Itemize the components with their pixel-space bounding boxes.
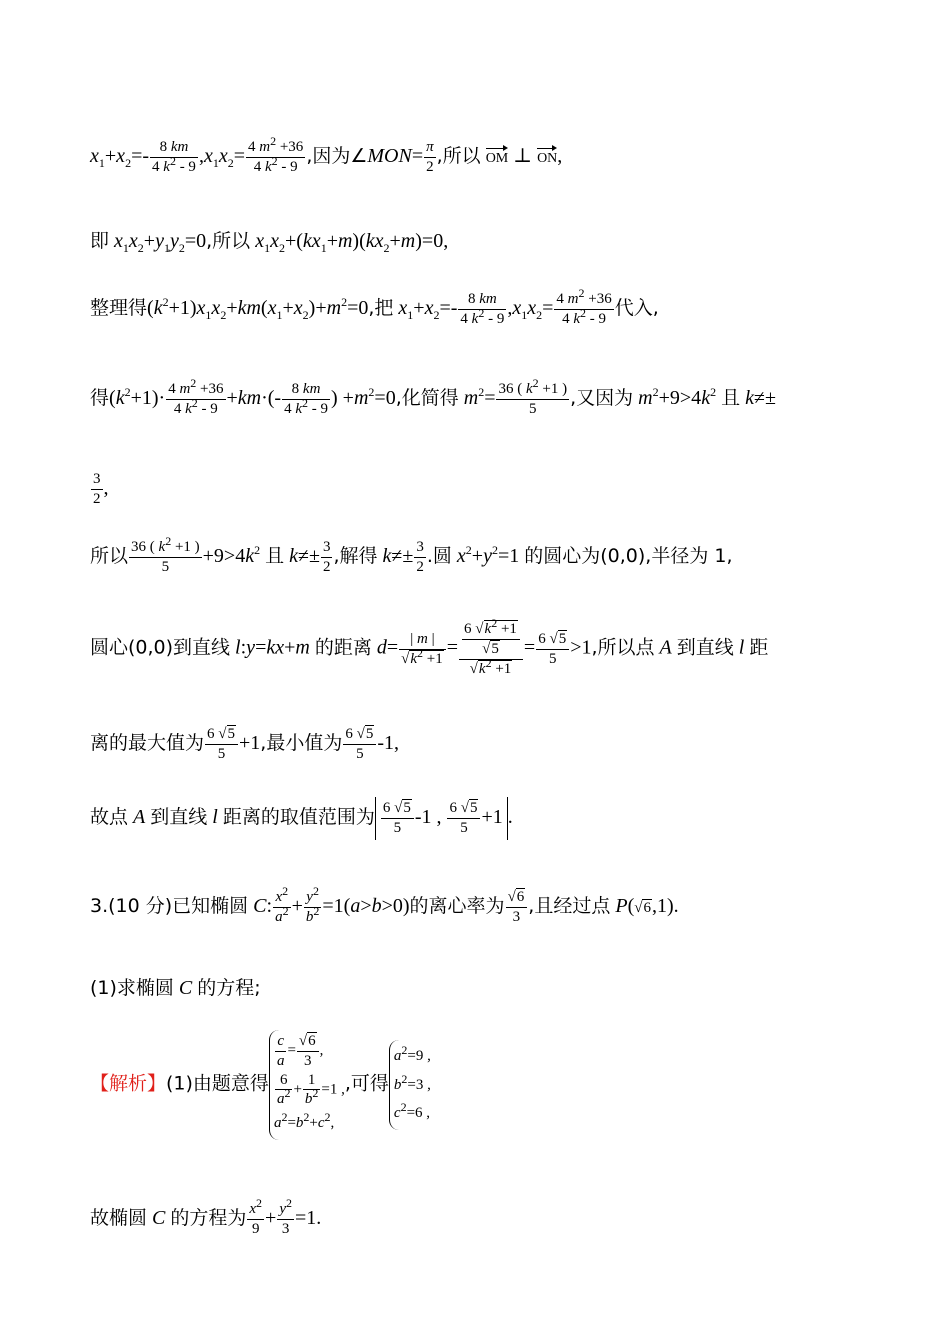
- system-2: $a^2=9$ , $b^2=3$ , $c^2=6$ ,: [389, 1040, 431, 1130]
- text-therefore-point: 故点: [90, 805, 129, 828]
- text-range: 距离的取值范围为: [222, 805, 375, 828]
- line-8: 离的最大值为 $\frac{6 √5}{5}$ +1,最小值为 $\frac{6 √5}{5}$ -1,: [90, 726, 399, 762]
- frac: $\frac{4 m^2 +36}{4 k^2 - 9}$: [168, 376, 224, 417]
- text-circle: .圆: [426, 544, 452, 567]
- text-max: 离的最大值为: [90, 731, 205, 754]
- text-therefore-ellipse: 故椭圆: [90, 1206, 148, 1229]
- text-simplify: 整理得: [90, 296, 148, 319]
- system-1: $\frac{c}{a}$ = $\frac{√6}{3}$ , $\frac{6}{a^2}$ + $\frac{1}{b^2}$ =1 , $a^2=b^2+c^2$,: [269, 1030, 345, 1140]
- text-so: ,所以: [436, 144, 481, 167]
- vector-om: OM: [486, 148, 509, 166]
- frac-4m2: $\frac{4 m^2 +36}{4 k^2 - 9}$: [248, 134, 304, 175]
- text-so-3: 所以: [90, 544, 129, 567]
- text-so-point: ,所以点: [591, 636, 655, 659]
- text-passes: ,且经过点: [528, 894, 611, 917]
- text-center: 的圆心为(0,0),半径为 1,: [524, 544, 733, 567]
- part-1: (1)求椭圆 C 的方程;: [90, 977, 261, 999]
- frac: $\frac{4 m^2 +36}{4 k^2 - 9}$: [556, 286, 612, 327]
- solution-label: 【解析】: [90, 1072, 167, 1095]
- text-simplified: ,化简得: [395, 386, 459, 409]
- text-eccentricity: 的离心率为: [409, 894, 505, 917]
- text-and: 且: [721, 386, 741, 409]
- frac: $\frac{8 km}{4 k^2 - 9}$: [284, 381, 329, 417]
- frac: $\frac{6 √5}{5}$: [381, 799, 414, 838]
- frac: $\frac{√6}{3}$: [506, 888, 528, 927]
- frac: $\frac{6}{a^2}$: [276, 1071, 291, 1108]
- text-so-2: ,所以: [206, 230, 251, 252]
- line-7: 圆心(0,0)到直线 l:y=kx+m 的距离 d= $\frac{| m |}{√k^2 +1}$ = $\frac{\frac{6 √k^2 +1}{√5}}{√k^2 +1}$ = $\frac{6 √5}{5}$ >1,所以点 A 到直线 l 距: [90, 616, 769, 677]
- perp-symbol: ⊥: [513, 144, 533, 167]
- frac-pi-2: $\frac{\pi}{2}$: [426, 139, 434, 175]
- frac: $\frac{6 √5}{5}$: [536, 630, 569, 669]
- frac-8km: $\frac{8 km}{4 k^2 - 9}$: [152, 139, 196, 175]
- frac: $\frac{36 ( k^2 +1 )}{5}$: [131, 534, 200, 575]
- text-q3: 3.(10 分)已知椭圆: [90, 894, 249, 917]
- question-3: 3.(10 分)已知椭圆 C: $\frac{x^2}{a^2}$ + $\frac{y^2}{b^2}$ =1(a>b>0)的离心率为 $\frac{√6}{3}$ ,且经过点 P(√6,1).: [90, 884, 679, 925]
- frac: $\frac{6 √5}{5}$: [205, 725, 238, 764]
- frac: $\frac{1}{b^2}$: [304, 1071, 319, 1108]
- text-to-line: 到直线: [676, 636, 734, 659]
- frac: $\frac{y^2}{3}$: [279, 1196, 292, 1237]
- final-line: 故椭圆 C 的方程为 $\frac{x^2}{9}$ + $\frac{y^2}{3}$ =1.: [90, 1196, 322, 1237]
- text-also: ,又因为: [570, 386, 634, 409]
- text-put: ,把: [368, 296, 394, 319]
- text-dist-end: 距: [749, 636, 769, 659]
- text-equation: 的方程;: [197, 977, 261, 999]
- frac: $\frac{6 √k^2 +1}{√5}$: [462, 620, 520, 659]
- text-get: 得: [90, 386, 110, 409]
- frac: $\frac{6 √5}{5}$: [343, 725, 376, 764]
- interval-bracket: $\frac{6 √5}{5}$ -1 , $\frac{6 √5}{5}$ +1: [375, 797, 508, 840]
- frac: $\frac{3}{2}$: [416, 539, 424, 575]
- frac: $\frac{| m |}{√k^2 +1}$: [399, 630, 446, 669]
- text-solve: ,解得: [333, 544, 378, 567]
- angle-mon: MON: [367, 144, 412, 167]
- frac: $\frac{y^2}{b^2}$: [305, 884, 320, 925]
- frac: $\frac{x^2}{a^2}$: [275, 884, 289, 925]
- text-equation-is: 的方程为: [170, 1206, 247, 1229]
- line-2: 即 $x_1x_2+y_1y_2=0$,所以 $x_1x_2+(kx_1+m)(kx_2+m)=0$,: [90, 230, 449, 255]
- text-center-to: 圆心(0,0)到直线: [90, 636, 231, 659]
- frac: $\frac{x^2}{9}$: [249, 1196, 263, 1237]
- text-from-problem: (1)由题意得: [166, 1072, 269, 1095]
- text-substitute: 代入,: [614, 296, 659, 319]
- line-4: 得$(k^2+1)\cdot$ $\frac{4 m^2 +36}{4 k^2 - 9}$ +km·(- $\frac{8 km}{4 k^2 - 9}$ ) $+m^2=0$,化简得 $m^2=$ $\frac{36 ( k^2 +1 )}{5}$ ,又因为 $m^2+9>4k^2$ 且 k≠±: [90, 376, 776, 417]
- frac: $\frac{c}{a}$: [276, 1033, 285, 1069]
- text-part1: (1)求椭圆: [90, 977, 174, 999]
- solution: [90, 1030, 431, 1140]
- frac: $\frac{3}{2}$: [93, 471, 101, 507]
- frac: $\frac{6 √5}{5}$: [447, 799, 480, 838]
- frac: $\frac{36 ( k^2 +1 )}{5}$: [498, 376, 568, 417]
- line-3: 整理得$(k^2+1)x_1x_2+km(x_1+x_2)+m^2=0$,把 $x_1+x_2=-$ $\frac{8 km}{4 k^2 - 9}$ $,x_1x_2=$ $\frac{4 m^2 +36}{4 k^2 - 9}$ 代入,: [90, 286, 659, 327]
- line-5: $\frac{3}{2}$ ,: [93, 471, 109, 507]
- line-6: 所以 $\frac{36 ( k^2 +1 )}{5}$ $+9>4k^2$ 且 k≠± $\frac{3}{2}$ ,解得 k≠± $\frac{3}{2}$ .圆 $x^2+y^2=1$ 的圆心为(0,0),半径为 1,: [90, 534, 733, 575]
- line-9: 故点 A 到直线 l 距离的取值范围为 $\frac{6 √5}{5}$ -1 , $\frac{6 √5}{5}$ +1 .: [90, 797, 513, 840]
- text-min: ,最小值为: [260, 731, 343, 754]
- frac: $\frac{\frac{6 √k^2 +1}{√5}}{√k^2 +1}$: [459, 620, 523, 678]
- frac: $\frac{3}{2}$: [322, 539, 331, 575]
- text-ie: 即: [90, 230, 110, 252]
- line-1: $x_1+x_2=-$ $\frac{8 km}{4 k^2 - 9}$ $,x_1x_2=$ $\frac{4 m^2 +36}{4 k^2 - 9}$ ,因为∠MON= $\frac{\pi}{2}$ ,所以 OM ⊥ ON,: [90, 134, 563, 175]
- vector-on: ON: [537, 148, 557, 166]
- text-and-2: 且: [265, 544, 285, 567]
- frac: $\frac{8 km}{4 k^2 - 9}$: [460, 291, 505, 327]
- text-obtain: ,可得: [344, 1072, 389, 1095]
- text-to-line-2: 到直线: [150, 805, 208, 828]
- text-because: ,因为∠: [306, 144, 368, 167]
- text-distance: 的距离: [314, 636, 372, 659]
- frac: $\frac{√6}{3}$: [297, 1032, 319, 1071]
